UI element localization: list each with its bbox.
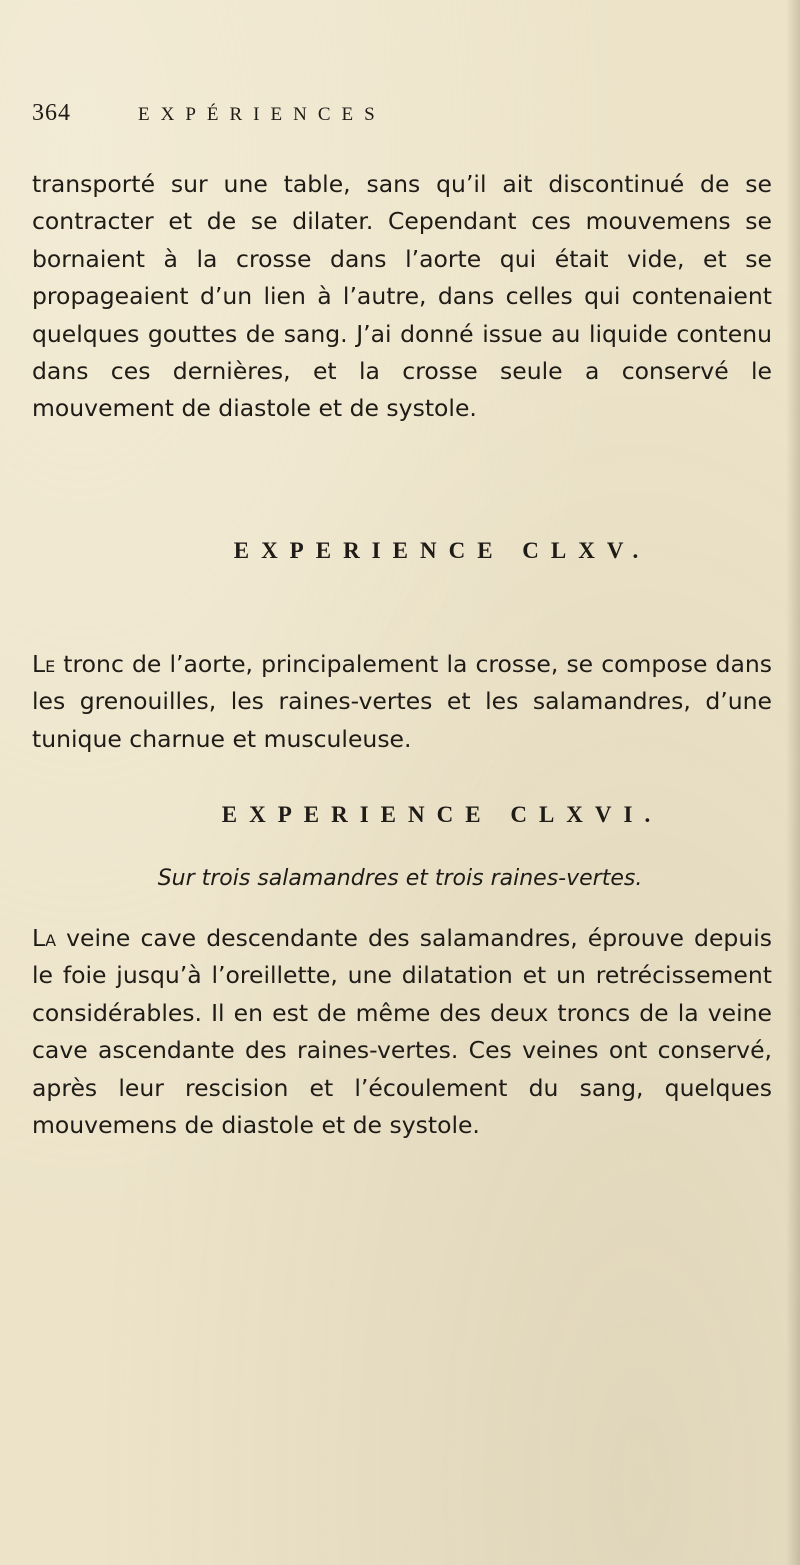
paragraph-body: veine cave descendante des salamandres, éprouve depuis le foie jusqu’à l’oreillette, une dilatation et un retrécissement considérables. Il en est de même des deux troncs de la veine cave ascendante des raines-vertes. Ces veines ont conservé, après leur rescision et l’écoulement du sang, quelques mouvemens de diastole et de systole.	[32, 924, 772, 1140]
paragraph-body: tronc de l’aorte, principalement la crosse, se compose dans les grenouilles, les raines-vertes et les salamandres, d’une tunique charnue et musculeuse.	[32, 650, 772, 753]
section-subtitle: Sur trois salamandres et trois raines-vertes.	[157, 866, 643, 891]
page-header	[32, 100, 772, 140]
page-edge-shadow	[786, 0, 800, 1565]
running-head: EXPÉRIENCES	[138, 104, 386, 125]
paragraph-lead-word: Le	[32, 650, 56, 678]
section-heading-clxv: EXPERIENCE CLXV.	[233, 538, 651, 563]
paragraph-aorte	[32, 646, 772, 758]
paragraph-lead-word: La	[32, 924, 57, 952]
paragraph-continuation: transporté sur une table, sans qu’il ait discontinué de se contracter et de se dilater. Cependant ces mouvemens se bornaient à la crosse dans l’aorte qui était vide, et se propageaient d’un lien à l’autre, dans celles qui contenaient quelques gouttes de sang. J’ai donné issue au liquide contenu dans ces dernières, et la crosse seule a conservé le mouvement de diastole et de systole.	[32, 170, 772, 423]
page-number: 364	[32, 100, 71, 126]
paragraph-veine-cave	[32, 920, 772, 1144]
section-heading-clxvi: EXPERIENCE CLXVI.	[221, 802, 663, 827]
